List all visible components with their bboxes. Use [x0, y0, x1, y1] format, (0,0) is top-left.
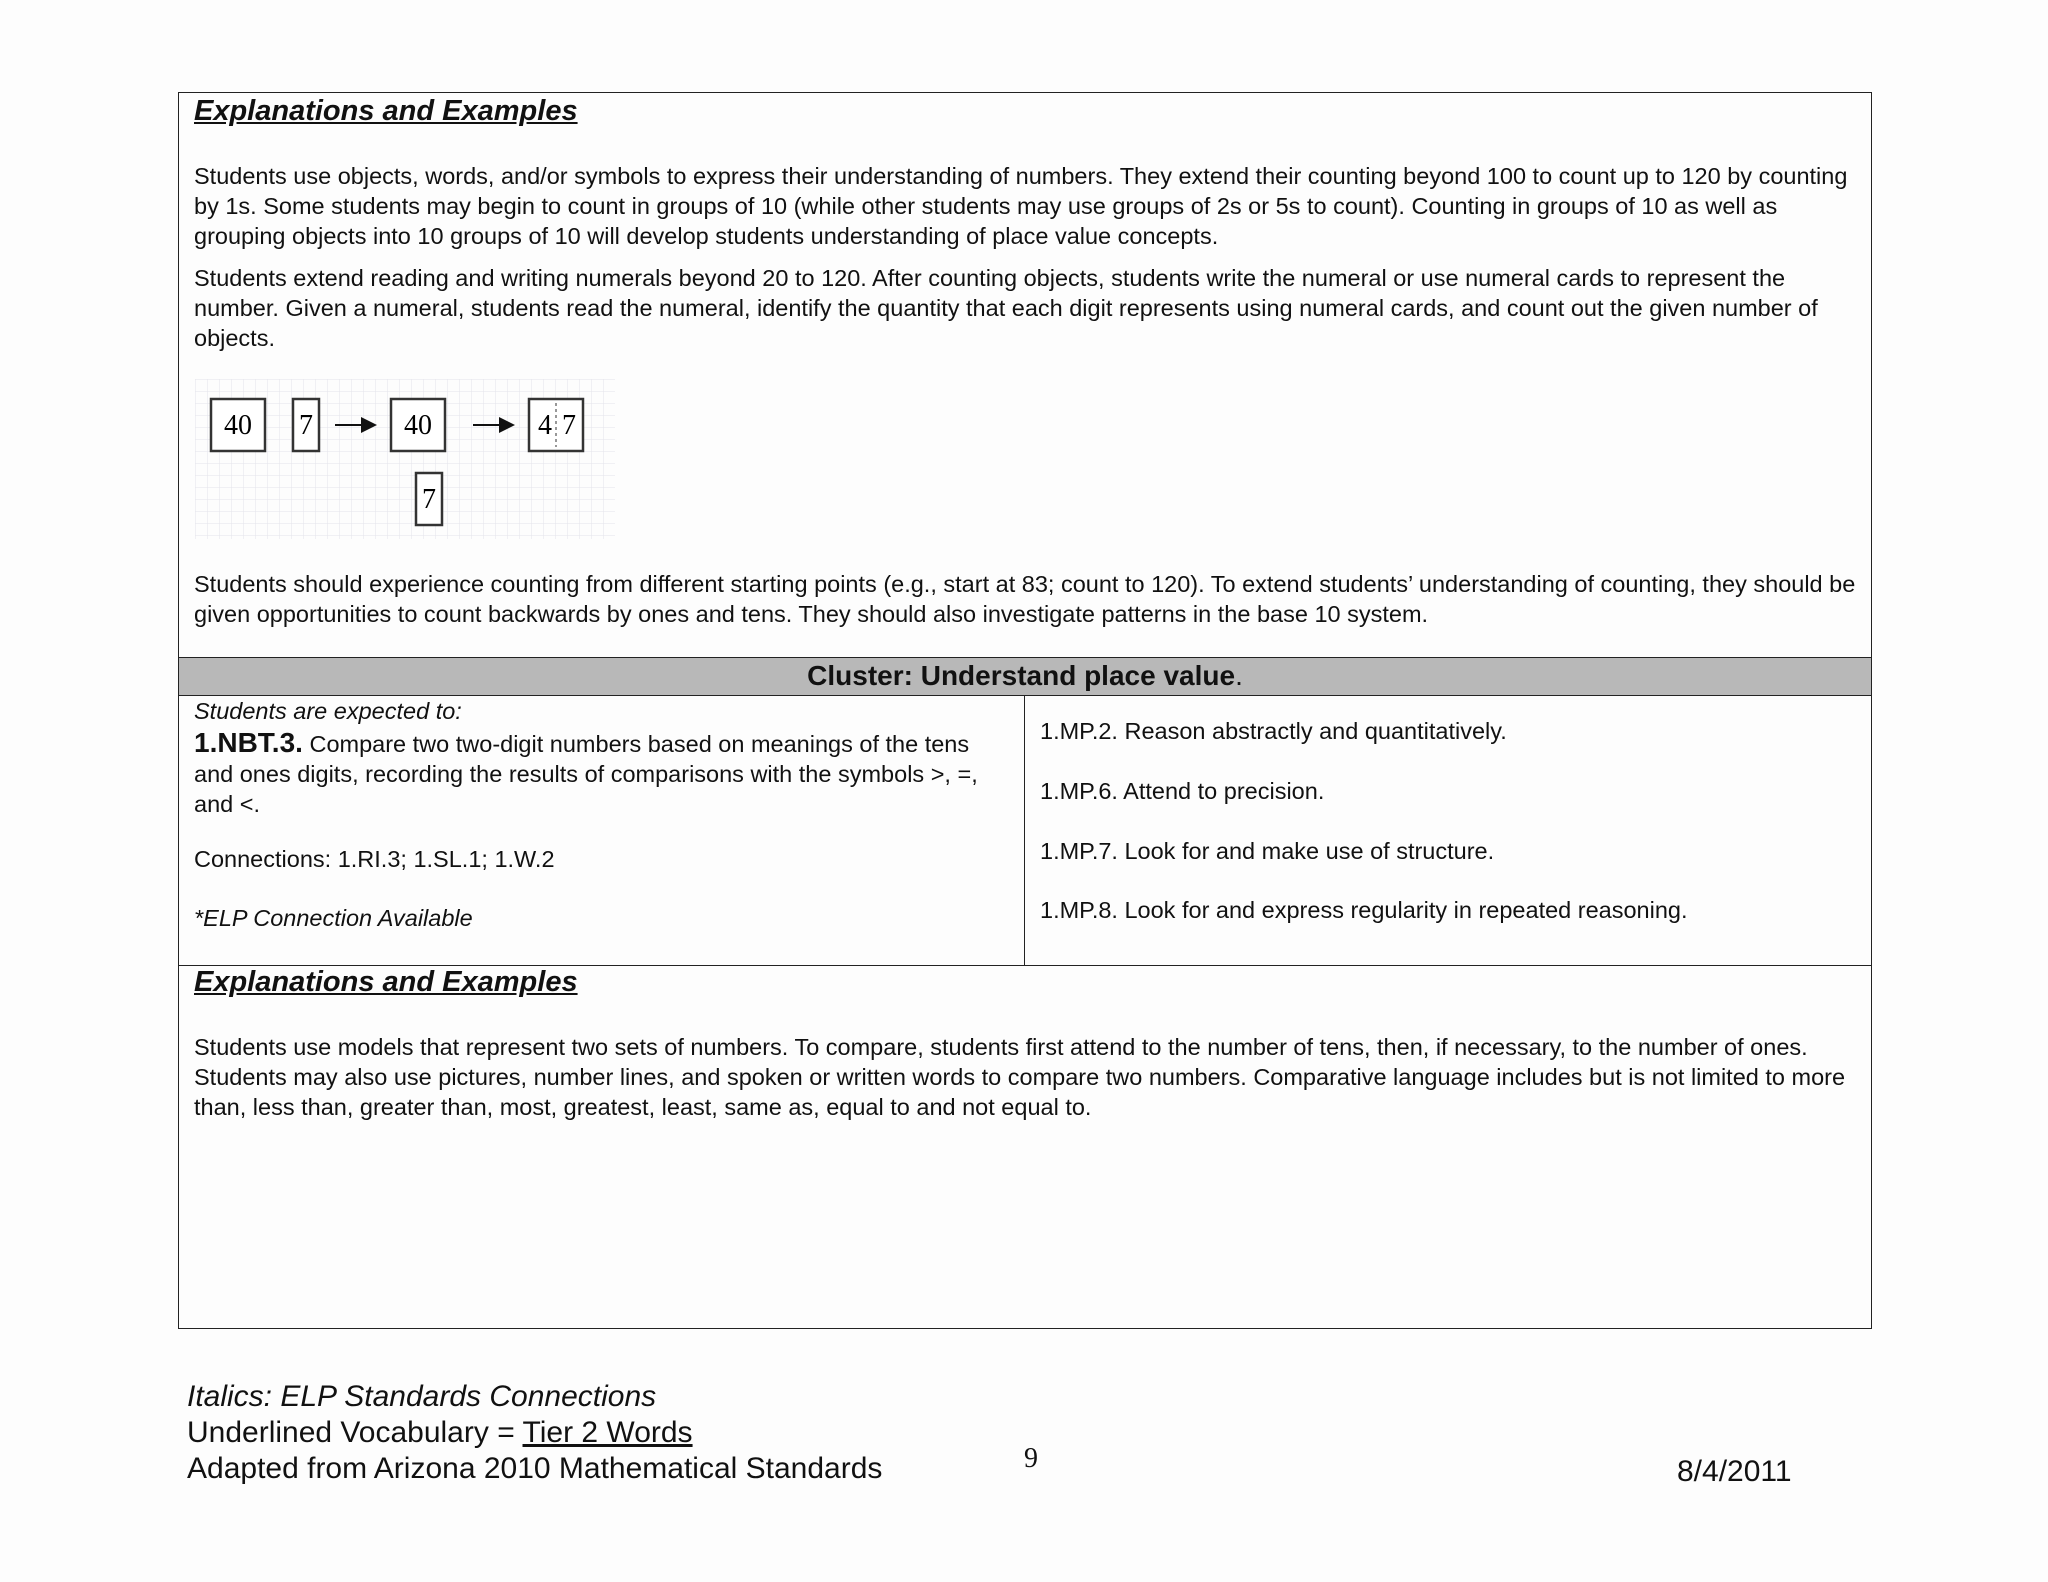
- svg-text:7: 7: [299, 410, 313, 441]
- footer-date: 8/4/2011: [1677, 1455, 1792, 1488]
- standard-cell: [179, 696, 1025, 965]
- footer-vocabulary-note: [187, 1416, 693, 1450]
- connections: Connections: 1.RI.3; 1.SL.1; 1.W.2: [194, 846, 555, 872]
- card-47: [529, 399, 583, 451]
- footer-vocabulary-prefix: Underlined Vocabulary =: [187, 1416, 523, 1449]
- card-7-stacked: [416, 473, 442, 525]
- standard-description: Compare two two-digit numbers based on meanings of the tens and ones digits, recording the results of comparisons with the symbols >, =, and <.: [194, 731, 978, 817]
- practice-item: 1.MP.8. Look for and express regularity in repeated reasoning.: [1040, 897, 1688, 923]
- footer-tier-words: Tier 2 Words: [522, 1416, 693, 1449]
- explanations-section-1: [179, 93, 1871, 658]
- practice-item: 1.MP.6. Attend to precision.: [1040, 778, 1325, 804]
- card-7: [293, 399, 319, 451]
- card-40: [211, 399, 265, 451]
- svg-text:7: 7: [422, 484, 436, 515]
- section-heading: Explanations and Examples: [194, 95, 578, 127]
- footer-source: Adapted from Arizona 2010 Mathematical Standards: [187, 1452, 883, 1485]
- paragraph-3: Students should experience counting from different starting points (e.g., start at 83; count to 120). To extend students’ understanding of counting, they should be given opportunities to count backwards by ones and tens. They should also investigate patterns in the base 10 system.: [194, 571, 1856, 627]
- paragraph-2: Students extend reading and writing numerals beyond 20 to 120. After counting objects, students write the numeral or use numeral cards to represent the number. Given a numeral, students read the numeral, identify the quantity that each digit represents using numeral cards, and count out the given number of objects.: [194, 265, 1818, 351]
- paragraph: Students use models that represent two sets of numbers. To compare, students first attend to the number of tens, then, if necessary, to the number of ones. Students may also use pictures, number lines, and spoken or written words to compare two numbers. Comparative language includes but is not limited to more than, less than, greater than, most, greatest, least, same as, equal to and not equal to.: [194, 1034, 1846, 1120]
- page-number: 9: [1024, 1443, 1038, 1474]
- card-40-combined: [391, 399, 445, 451]
- cluster-title: Cluster: Understand place value: [807, 660, 1236, 691]
- place-value-diagram: [195, 379, 615, 539]
- svg-text:40: 40: [404, 410, 432, 441]
- standard-code: 1.NBT.3.: [194, 727, 303, 758]
- svg-text:40: 40: [224, 410, 252, 441]
- footer-italics-note: Italics: ELP Standards Connections: [187, 1380, 657, 1413]
- cluster-period: .: [1235, 660, 1243, 691]
- standards-table: [178, 92, 1872, 1329]
- elp-connection: *ELP Connection Available: [194, 905, 473, 931]
- expected-label: Students are expected to:: [194, 698, 462, 724]
- practice-item: 1.MP.2. Reason abstractly and quantitatively.: [1040, 718, 1507, 744]
- svg-text:4: 4: [538, 410, 552, 441]
- practice-item: 1.MP.7. Look for and make use of structure.: [1040, 838, 1495, 864]
- paragraph-1: Students use objects, words, and/or symbols to express their understanding of numbers. They extend their counting beyond 100 to count up to 120 by counting by 1s. Some students may begin to count in groups of 10 (while other students may use groups of 2s or 5s to count). Counting in groups of 10 as well as grouping objects into 10 groups of 10 will develop students understanding of place value concepts.: [194, 163, 1848, 249]
- standard-row: [179, 696, 1871, 966]
- cluster-header: [179, 658, 1871, 696]
- standard-text: [194, 728, 1014, 819]
- svg-text:7: 7: [562, 410, 576, 441]
- section-heading: Explanations and Examples: [194, 966, 578, 998]
